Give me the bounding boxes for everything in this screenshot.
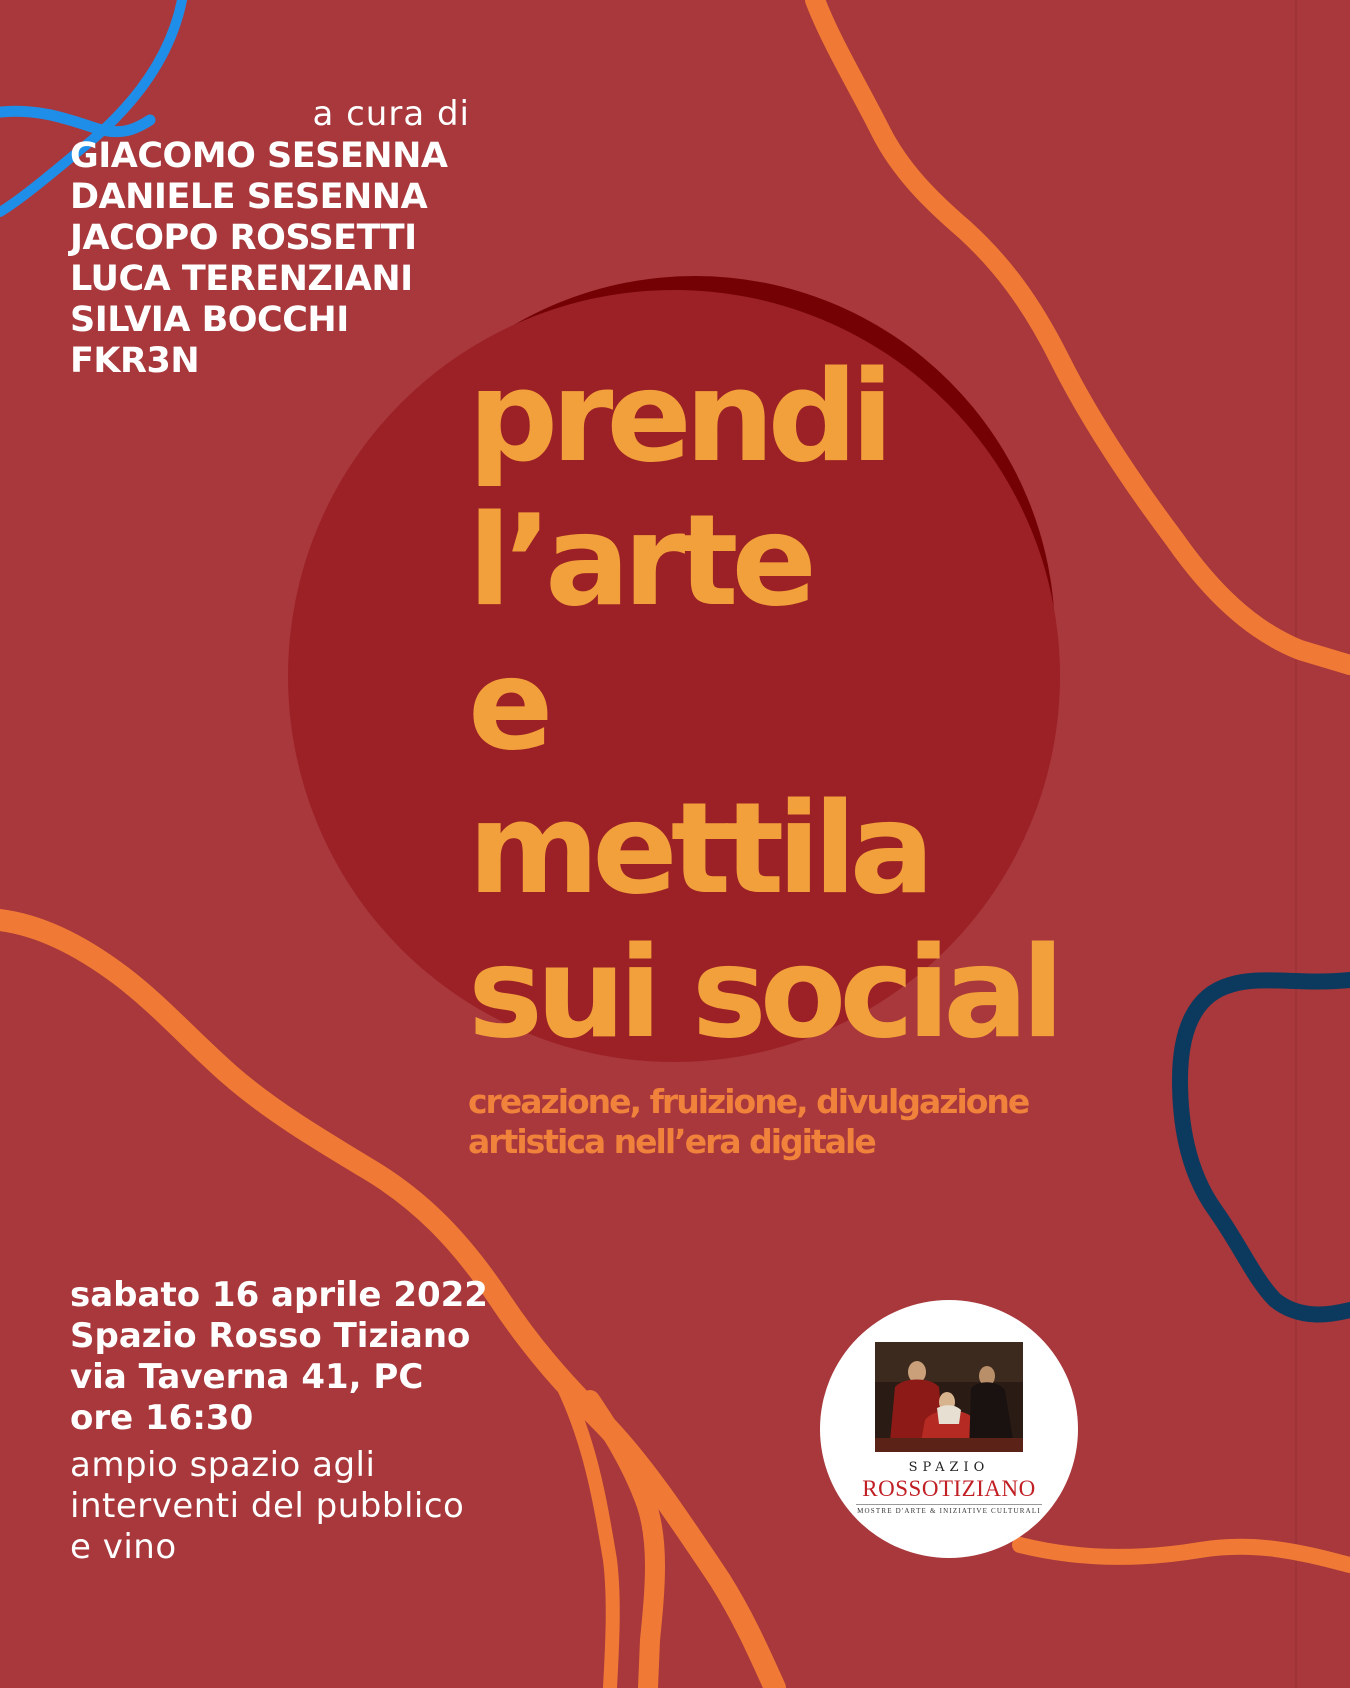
note-line: e vino bbox=[70, 1527, 177, 1567]
subtitle-line: creazione, fruizione, divulgazione bbox=[468, 1082, 1029, 1121]
curator-list bbox=[70, 136, 490, 382]
curator-name: FKR3N bbox=[70, 341, 200, 381]
event-time: ore 16:30 bbox=[70, 1398, 254, 1438]
painting-thumbnail bbox=[875, 1342, 1023, 1452]
curators-label: a cura di bbox=[312, 94, 470, 134]
curator-name: LUCA TERENZIANI bbox=[70, 259, 413, 299]
event-address: via Taverna 41, PC bbox=[70, 1357, 424, 1397]
navy-brush-stroke bbox=[1180, 980, 1350, 1314]
curators-block bbox=[70, 92, 490, 382]
orange-brush-stroke-right bbox=[1020, 1545, 1350, 1565]
note-line: ampio spazio agli bbox=[70, 1445, 376, 1485]
event-details bbox=[70, 1275, 488, 1568]
event-date: sabato 16 aprile 2022 bbox=[70, 1275, 488, 1315]
logo-top-text: SPAZIO bbox=[908, 1460, 990, 1475]
curator-name: GIACOMO SESENNA bbox=[70, 136, 448, 176]
venue-logo bbox=[820, 1300, 1078, 1558]
logo-brand-text: ROSSOTIZIANO bbox=[862, 1476, 1036, 1501]
note-line: interventi del pubblico bbox=[70, 1486, 465, 1526]
title-line: prendi bbox=[468, 343, 887, 490]
event-notes bbox=[70, 1445, 488, 1568]
orange-brush-branch-1 bbox=[590, 1400, 655, 1688]
curator-name: SILVIA BOCCHI bbox=[70, 300, 349, 340]
logo-tagline: MOSTRE D'ARTE & INIZIATIVE CULTURALI bbox=[857, 1507, 1041, 1515]
title-line: e bbox=[468, 631, 547, 778]
title-line: mettila bbox=[468, 775, 928, 922]
subtitle-line: artistica nell’era digitale bbox=[468, 1122, 875, 1161]
title-line: l’arte bbox=[468, 487, 810, 634]
event-title bbox=[468, 345, 1057, 1065]
curator-name: DANIELE SESENNA bbox=[70, 177, 428, 217]
title-line: sui social bbox=[468, 919, 1058, 1066]
event-subtitle bbox=[468, 1082, 1028, 1162]
event-venue: Spazio Rosso Tiziano bbox=[70, 1316, 471, 1356]
curator-name: JACOPO ROSSETTI bbox=[70, 218, 417, 258]
logo-divider bbox=[856, 1504, 1042, 1505]
